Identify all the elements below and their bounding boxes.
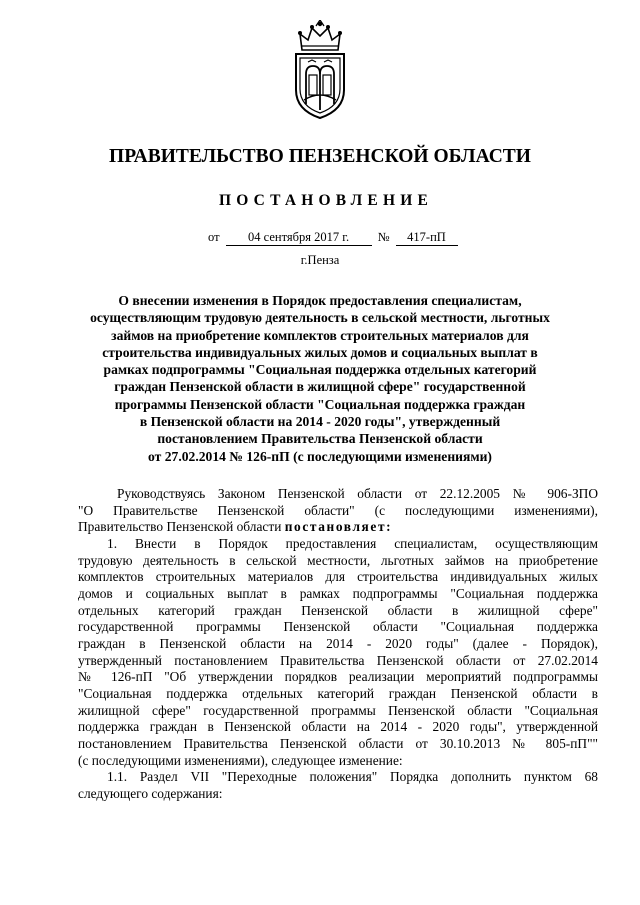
heading-line: О внесении изменения в Порядок предоставления специалистам, <box>118 293 522 308</box>
body-line: 1.1. Раздел VII "Переходные положения" Порядка дополнить пунктом 68 <box>107 769 598 785</box>
body-line: "О Правительстве Пензенской области" (с последующими изменениями), <box>78 502 598 518</box>
heading-line: программы Пензенской области "Социальная поддержка граждан <box>114 396 526 412</box>
resolution-heading <box>82 292 558 465</box>
document-date: 04 сентября 2017 г. <box>226 230 372 246</box>
body-line: утвержденный постановлением Правительства Пензенской области от 27.02.2014 <box>78 652 598 668</box>
heading-line: займов на приобретение комплектов строительных материалов для <box>111 327 529 343</box>
body-line: следующего содержания: <box>78 785 223 801</box>
body-line: трудовую деятельность в сельской местности, льготных займов на приобретение <box>78 552 598 568</box>
body-line: отдельных категорий граждан Пензенской области в жилищной сфере" <box>78 602 598 618</box>
body-line: (с последующими изменениями), следующее изменение: <box>78 752 403 768</box>
government-title: ПРАВИТЕЛЬСТВО ПЕНЗЕНСКОЙ ОБЛАСТИ <box>109 146 531 167</box>
body-line: № 126-пП "Об утверждении порядков реализации мероприятий подпрограммы <box>78 669 598 685</box>
date-number-line <box>208 230 458 246</box>
body-line: 1. Внести в Порядок предоставления специалистам, осуществляющим <box>107 535 598 551</box>
body-text: Правительство Пензенской области <box>78 519 285 535</box>
heading-line: от 27.02.2014 № 126-пП (с последующими изменениями) <box>148 448 492 464</box>
body-line: "Социальная поддержка отдельных категорий граждан Пензенской области в <box>78 685 598 701</box>
body-line: комплектов строительных материалов для строительства индивидуальных жилых <box>78 569 598 585</box>
heading-line: граждан Пензенской области в жилищной сфере" государственной <box>114 379 526 395</box>
body-line: государственной программы Пензенской области "Социальная поддержка <box>78 619 598 635</box>
document-type: ПОСТАНОВЛЕНИЕ <box>218 192 434 209</box>
body-line: жилищной сфере" государственной программы Пензенской области "Социальная <box>78 702 598 718</box>
heading-line: строительства индивидуальных жилых домов и социальных выплат в <box>102 344 538 360</box>
date-prefix: от <box>208 230 220 244</box>
body-line: поддержка граждан в Пензенской области на 2014 - 2020 годы", утвержденной <box>78 719 598 735</box>
body-line: Руководствуясь Законом Пензенской области от 22.12.2005 № 906-ЗПО <box>117 486 598 501</box>
heading-line: в Пензенской области на 2014 - 2020 годы", утвержденный <box>139 414 501 430</box>
heading-line: рамках подпрограммы "Социальная поддержка отдельных категорий <box>103 362 537 378</box>
body-line: домов и социальных выплат в рамках подпрограммы "Социальная поддержка <box>78 585 598 601</box>
body-line: постановлением Правительства Пензенской области от 30.10.2013 № 805-пП"" <box>78 735 598 751</box>
heading-line: постановлением Правительства Пензенской области <box>157 431 483 447</box>
number-sign: № <box>377 230 390 244</box>
document-number: 417-пП <box>396 230 458 246</box>
coat-of-arms-icon <box>288 20 352 120</box>
decree-keyword: постановляет <box>284 519 387 535</box>
heading-line: осуществляющим трудовую деятельность в сельской местности, льготных <box>90 310 550 326</box>
body-text: : <box>386 519 393 535</box>
city: г.Пенза <box>300 253 340 267</box>
body-line: граждан в Пензенской области на 2014 - 2020 годы" (далее - Порядок), <box>78 635 598 651</box>
document-body <box>78 486 598 802</box>
body-line <box>78 519 598 536</box>
